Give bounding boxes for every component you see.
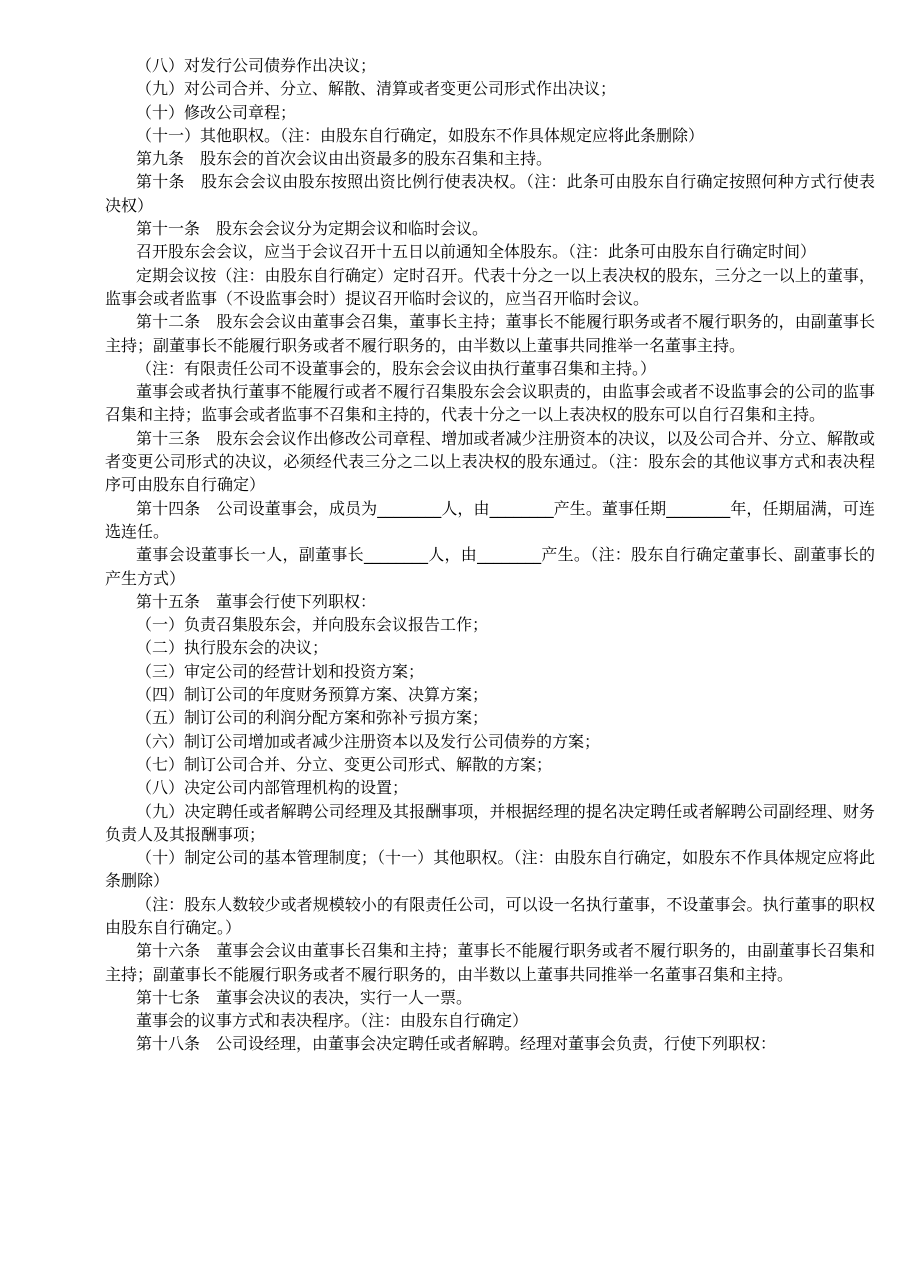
paragraph-board-power-10-11: （十）制定公司的基本管理制度；（十一）其他职权。（注：由股东自行确定，如股东不作具体规定应将此条删除） xyxy=(105,848,875,891)
paragraph-board-power-7: （七）制订公司合并、分立、变更公司形式、解散的方案； xyxy=(136,754,553,774)
paragraph-meeting-notice: 召开股东会会议，应当于会议召开十五日以前通知全体股东。（注：此条可由股东自行确定时间） xyxy=(136,242,817,262)
paragraph-board-power-1: （一）负责召集股东会，并向股东会议报告工作； xyxy=(136,615,489,635)
paragraph-board-procedure: 董事会的议事方式和表决程序。（注：由股东自行确定） xyxy=(136,1011,529,1031)
paragraph-board-power-3: （三）审定公司的经营计划和投资方案； xyxy=(136,661,425,681)
paragraph-article-10: 第十条 股东会会议由股东按照出资比例行使表决权。（注：此条可由股东自行确定按照何种方式行使表决权） xyxy=(105,172,875,215)
paragraph-note-executive-director: （注：有限责任公司不设董事会的，股东会会议由执行董事召集和主持。） xyxy=(136,358,657,378)
paragraph-chairman-setup: 董事会设董事长一人，副董事长________人，由________产生。（注：股东自行确定董事长、副董事长的产生方式） xyxy=(105,545,875,588)
document-body xyxy=(105,54,875,1056)
paragraph-note-small-company: （注：股东人数较少或者规模较小的有限责任公司，可以设一名执行董事，不设董事会。执行董事的职权由股东自行确定。） xyxy=(105,894,875,937)
paragraph-item-10-amend-articles: （十）修改公司章程； xyxy=(136,102,297,122)
paragraph-article-13: 第十三条 股东会会议作出修改公司章程、增加或者减少注册资本的决议，以及公司合并、分立、解散或者变更公司形式的决议，必须经代表三分之二以上表决权的股东通过。（注：股东会的其他议事方式和表决程序可由股东自行确定） xyxy=(105,428,875,495)
paragraph-supervisor-convene: 董事会或者执行董事不能履行或者不履行召集股东会会议职责的，由监事会或者不设监事会的公司的监事召集和主持；监事会或者监事不召集和主持的，代表十分之一以上表决权的股东可以自行召集和主持。 xyxy=(105,382,875,425)
paragraph-article-18: 第十八条 公司设经理，由董事会决定聘任或者解聘。经理对董事会负责，行使下列职权： xyxy=(136,1034,777,1054)
paragraph-item-8-bond-resolution: （八）对发行公司债券作出决议； xyxy=(136,56,377,75)
paragraph-board-power-9: （九）决定聘任或者解聘公司经理及其报酬事项，并根据经理的提名决定聘任或者解聘公司副经理、财务负责人及其报酬事项； xyxy=(105,801,875,844)
paragraph-board-power-4: （四）制订公司的年度财务预算方案、决算方案； xyxy=(136,685,489,705)
paragraph-article-9: 第九条 股东会的首次会议由出资最多的股东召集和主持。 xyxy=(136,149,553,169)
paragraph-item-11-other-powers: （十一）其他职权。（注：由股东自行确定，如股东不作具体规定应将此条删除） xyxy=(136,125,705,145)
paragraph-board-power-8: （八）决定公司内部管理机构的设置； xyxy=(136,778,409,798)
paragraph-board-power-2: （二）执行股东会的决议； xyxy=(136,638,329,658)
paragraph-article-17: 第十七条 董事会决议的表决，实行一人一票。 xyxy=(136,987,473,1007)
paragraph-article-11: 第十一条 股东会会议分为定期会议和临时会议。 xyxy=(136,219,489,239)
paragraph-board-power-6: （六）制订公司增加或者减少注册资本以及发行公司债券的方案； xyxy=(136,731,601,751)
paragraph-article-14: 第十四条 公司设董事会，成员为________人，由________产生。董事任期________年，任期届满，可连选连任。 xyxy=(105,498,875,541)
paragraph-board-power-5: （五）制订公司的利润分配方案和弥补亏损方案； xyxy=(136,708,489,728)
paragraph-article-15: 第十五条 董事会行使下列职权： xyxy=(136,591,377,611)
paragraph-item-9-merger-resolution: （九）对公司合并、分立、解散、清算或者变更公司形式作出决议； xyxy=(136,79,617,99)
paragraph-article-16: 第十六条 董事会会议由董事长召集和主持；董事长不能履行职务或者不履行职务的，由副董事长召集和主持；副董事长不能履行职务或者不履行职务的，由半数以上董事共同推举一名董事召集和主持。 xyxy=(105,941,875,984)
paragraph-article-12: 第十二条 股东会会议由董事会召集，董事长主持；董事长不能履行职务或者不履行职务的，由副董事长主持；副董事长不能履行职务或者不履行职务的，由半数以上董事共同推举一名董事主持。 xyxy=(105,312,875,355)
paragraph-regular-meeting: 定期会议按（注：由股东自行确定）定时召开。代表十分之一以上表决权的股东，三分之一以上的董事，监事会或者监事（不设监事会时）提议召开临时会议的，应当召开临时会议。 xyxy=(105,265,875,308)
